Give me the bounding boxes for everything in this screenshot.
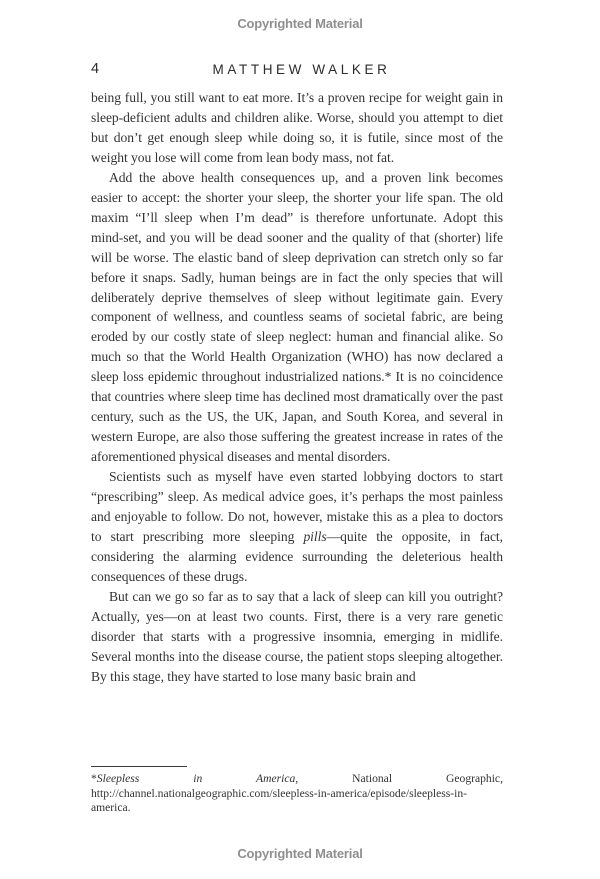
footnote-separator [91,766,187,767]
page-header [91,61,512,79]
italic-text: pills [303,528,327,544]
copyright-notice-top: Copyrighted Material [237,16,363,31]
paragraph-1 [91,88,503,168]
paragraph-2 [91,168,503,467]
running-head: MATTHEW WALKER [212,62,391,77]
footnote-marker: * [91,772,97,785]
text-segment: being full, you still want to eat more. It’s a proven recipe for weight gain in sleep-deficient adults and children alike. Worse, should you attempt to diet but don’t get enough sleep while doing so, it is futile, since most of the weight you lose will come from lean body mass, not fat. [91,90,503,165]
italic-text: Sleepless in America [96,772,296,785]
copyright-notice-bottom: Copyrighted Material [237,846,363,861]
paragraph-3 [91,467,503,587]
text-segment: But can we go so far as to say that a lack of sleep can kill you outright? Actually, yes—on at least two counts. First, there is a very rare genetic disorder that starts with a progressive insomnia, emerging in midlife. Several months into the disease course, the patient stops sleeping altogether. By this stage, they have started to lose many basic brain and [91,588,503,684]
text-segment: Add the above health consequences up, and a proven link becomes easier to accept: the shorter your sleep, the shorter your life span. The old maxim “I’ll sleep when I’m dead” is therefore unfortunate. Adopt this mind-set, and you will be dead sooner and the quality of that (shorter) life will be worse. The elastic band of sleep deprivation can stretch only so far before it snaps. Sadly, human beings are in fact the only species that will deliberately deprive themselves of sleep without legitimate gain. Every component of wellness, and countless seams of societal fabric, are being eroded by our costly state of sleep neglect: human and financial alike. So much so that the World Health Organization (WHO) has now declared a sleep loss epidemic throughout industrialized nations.* It is no coincidence that countries where sleep time has declined most dramatically over the past century, such as the US, the UK, Japan, and South Korea, and several in western Europe, are also those suffering the greatest increase in rates of the aforementioned physical diseases and mental disorders. [91,169,503,465]
text-segment: , National Geographic, http://channel.nationalgeographic.com/sleepless-in-america/episode/sleepless-in-america. [91,772,503,815]
page-number: 4 [91,61,100,77]
footnote [91,766,503,816]
paragraph-4 [91,587,503,687]
body-text [91,88,503,760]
text-segment: —quite the opposite, in fact, considering the alarming evidence surrounding the deleterious health consequences of these drugs. [91,528,503,584]
text-segment: Scientists such as myself have even started lobbying doctors to start “prescribing” sleep. As medical advice goes, it’s perhaps the most painless and enjoyable to follow. Do not, however, mistake this as a plea to doctors to start prescribing more sleeping [91,469,503,544]
footnote-text [91,772,503,816]
